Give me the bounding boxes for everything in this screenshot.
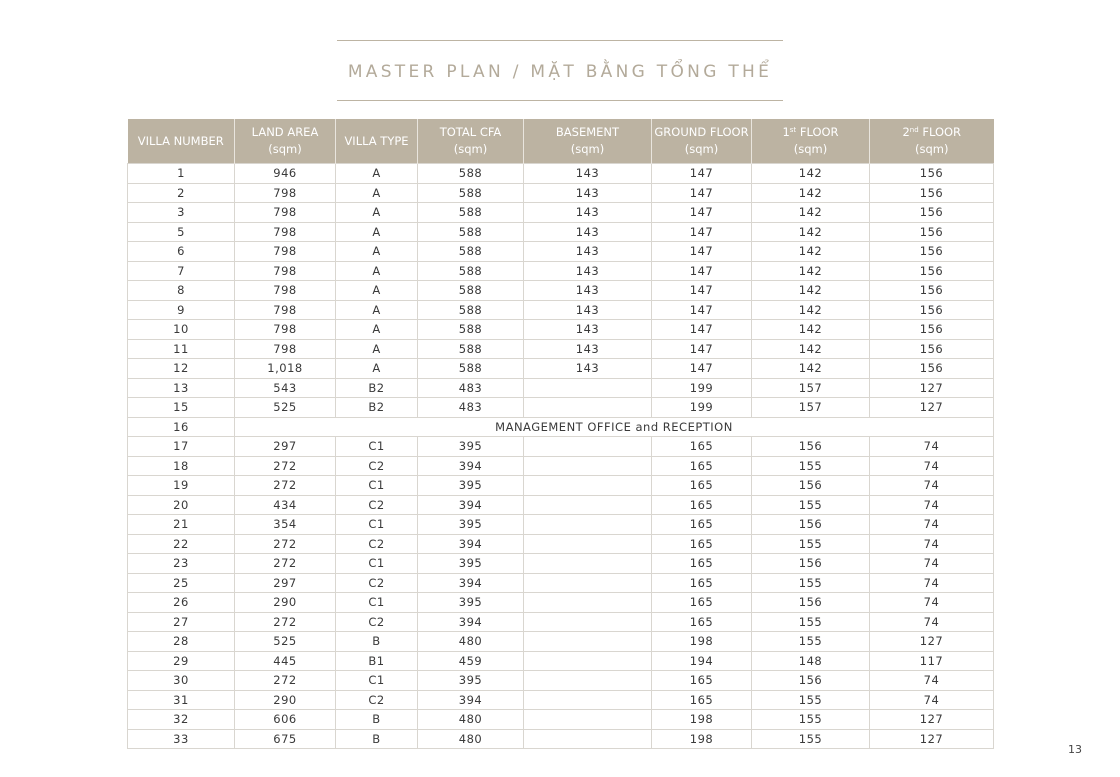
table-cell: 394 xyxy=(418,573,524,593)
table-cell: 394 xyxy=(418,612,524,632)
table-cell: A xyxy=(336,281,418,301)
table-cell: B xyxy=(336,632,418,652)
table-cell: 143 xyxy=(524,222,652,242)
villa-table xyxy=(127,119,994,749)
table-cell: 194 xyxy=(652,651,752,671)
table-cell: 156 xyxy=(870,203,994,223)
table-cell: 157 xyxy=(752,378,870,398)
table-cell: 74 xyxy=(870,437,994,457)
table-cell: 394 xyxy=(418,495,524,515)
table-cell: 165 xyxy=(652,515,752,535)
table-cell: 675 xyxy=(235,729,336,749)
table-cell xyxy=(524,690,652,710)
table-cell: 272 xyxy=(235,456,336,476)
table-cell: 155 xyxy=(752,612,870,632)
table-cell: 16 xyxy=(128,417,235,437)
table-cell: 127 xyxy=(870,632,994,652)
table-cell: 13 xyxy=(128,378,235,398)
table-cell: 588 xyxy=(418,203,524,223)
table-cell: 199 xyxy=(652,378,752,398)
table-cell: 165 xyxy=(652,476,752,496)
table-cell: 143 xyxy=(524,281,652,301)
table-cell: 155 xyxy=(752,456,870,476)
table-cell: 588 xyxy=(418,339,524,359)
table-cell: 74 xyxy=(870,612,994,632)
col-header-land-area: LAND AREA (sqm) xyxy=(235,119,336,164)
table-cell: 155 xyxy=(752,632,870,652)
table-cell: 798 xyxy=(235,261,336,281)
table-cell: 354 xyxy=(235,515,336,535)
table-cell: 155 xyxy=(752,573,870,593)
table-cell: 74 xyxy=(870,690,994,710)
table-cell: 74 xyxy=(870,671,994,691)
table-row xyxy=(128,632,994,652)
table-cell xyxy=(524,632,652,652)
table-cell: 165 xyxy=(652,690,752,710)
table-cell: 33 xyxy=(128,729,235,749)
table-cell: 147 xyxy=(652,203,752,223)
table-cell: A xyxy=(336,320,418,340)
table-row xyxy=(128,378,994,398)
table-cell: 798 xyxy=(235,222,336,242)
table-cell xyxy=(524,456,652,476)
table-cell: B2 xyxy=(336,378,418,398)
table-cell: 21 xyxy=(128,515,235,535)
table-row xyxy=(128,515,994,535)
table-cell: 798 xyxy=(235,203,336,223)
table-cell: 165 xyxy=(652,593,752,613)
table-cell: 147 xyxy=(652,320,752,340)
table-cell: 165 xyxy=(652,456,752,476)
table-cell: 3 xyxy=(128,203,235,223)
table-cell: A xyxy=(336,164,418,184)
table-cell: 147 xyxy=(652,359,752,379)
table-cell: 156 xyxy=(870,242,994,262)
table-cell: B xyxy=(336,710,418,730)
table-cell: 798 xyxy=(235,339,336,359)
table-cell: 588 xyxy=(418,300,524,320)
table-row xyxy=(128,281,994,301)
table-cell: 395 xyxy=(418,515,524,535)
table-cell: 272 xyxy=(235,612,336,632)
table-cell: 127 xyxy=(870,710,994,730)
table-cell: 9 xyxy=(128,300,235,320)
table-row xyxy=(128,222,994,242)
table-cell: 26 xyxy=(128,593,235,613)
table-cell: 156 xyxy=(752,437,870,457)
table-row xyxy=(128,690,994,710)
table-cell: 588 xyxy=(418,222,524,242)
table-cell: 12 xyxy=(128,359,235,379)
table-cell: 199 xyxy=(652,398,752,418)
table-row xyxy=(128,612,994,632)
table-cell: 272 xyxy=(235,476,336,496)
table-cell: 798 xyxy=(235,183,336,203)
table-cell: 156 xyxy=(870,320,994,340)
table-cell: 142 xyxy=(752,164,870,184)
table-cell: 157 xyxy=(752,398,870,418)
table-cell: 525 xyxy=(235,398,336,418)
table-row xyxy=(128,710,994,730)
table-cell: C1 xyxy=(336,437,418,457)
table-cell: 156 xyxy=(870,300,994,320)
table-cell: 142 xyxy=(752,300,870,320)
table-cell: 459 xyxy=(418,651,524,671)
table-cell: 525 xyxy=(235,632,336,652)
table-cell: 588 xyxy=(418,281,524,301)
table-cell: 155 xyxy=(752,690,870,710)
table-cell: 588 xyxy=(418,261,524,281)
table-cell: 147 xyxy=(652,281,752,301)
table-cell: 434 xyxy=(235,495,336,515)
table-cell: 155 xyxy=(752,710,870,730)
table-cell xyxy=(524,612,652,632)
table-cell: 142 xyxy=(752,242,870,262)
table-cell: 74 xyxy=(870,456,994,476)
table-cell: 395 xyxy=(418,476,524,496)
page-title: MASTER PLAN / MẶT BẰNG TỔNG THỂ xyxy=(347,62,773,82)
table-cell: 10 xyxy=(128,320,235,340)
table-row xyxy=(128,593,994,613)
table-cell: 588 xyxy=(418,242,524,262)
table-cell: 445 xyxy=(235,651,336,671)
table-row xyxy=(128,671,994,691)
table-cell: B1 xyxy=(336,651,418,671)
table-cell xyxy=(524,398,652,418)
col-header-first-floor: 1st FLOOR (sqm) xyxy=(752,119,870,164)
table-cell: 165 xyxy=(652,671,752,691)
table-row xyxy=(128,320,994,340)
table-cell: 74 xyxy=(870,573,994,593)
table-cell: 11 xyxy=(128,339,235,359)
table-cell xyxy=(524,554,652,574)
table-cell: 29 xyxy=(128,651,235,671)
table-cell: 147 xyxy=(652,183,752,203)
table-cell: 198 xyxy=(652,710,752,730)
table-cell xyxy=(524,378,652,398)
table-cell: 155 xyxy=(752,729,870,749)
table-row xyxy=(128,651,994,671)
table-row xyxy=(128,573,994,593)
table-cell: 272 xyxy=(235,534,336,554)
table-cell: B2 xyxy=(336,398,418,418)
table-cell: 27 xyxy=(128,612,235,632)
table-cell: 1,018 xyxy=(235,359,336,379)
table-cell: 6 xyxy=(128,242,235,262)
table-cell: 17 xyxy=(128,437,235,457)
table-row xyxy=(128,476,994,496)
table-cell: 31 xyxy=(128,690,235,710)
table-cell: A xyxy=(336,359,418,379)
table-cell: 156 xyxy=(870,281,994,301)
table-cell: 156 xyxy=(870,183,994,203)
table-row xyxy=(128,729,994,749)
table-cell: 30 xyxy=(128,671,235,691)
table-cell: 588 xyxy=(418,164,524,184)
table-cell: 143 xyxy=(524,339,652,359)
title-block xyxy=(337,40,783,102)
table-cell: 8 xyxy=(128,281,235,301)
table-row xyxy=(128,534,994,554)
table-cell xyxy=(524,729,652,749)
table-cell: 272 xyxy=(235,554,336,574)
table-cell: 143 xyxy=(524,261,652,281)
table-cell: B xyxy=(336,729,418,749)
table-cell: 117 xyxy=(870,651,994,671)
table-cell: C1 xyxy=(336,593,418,613)
table-cell: 148 xyxy=(752,651,870,671)
col-header-villa-type: VILLA TYPE xyxy=(336,119,418,164)
table-row xyxy=(128,398,994,418)
table-cell: A xyxy=(336,222,418,242)
table-cell: 156 xyxy=(752,593,870,613)
table-cell: 25 xyxy=(128,573,235,593)
table-cell: 290 xyxy=(235,690,336,710)
table-cell: 147 xyxy=(652,222,752,242)
table-cell: C2 xyxy=(336,456,418,476)
table-row xyxy=(128,359,994,379)
table-row xyxy=(128,300,994,320)
table-cell: 165 xyxy=(652,534,752,554)
table-cell: 395 xyxy=(418,671,524,691)
table-cell: 22 xyxy=(128,534,235,554)
table-cell: C2 xyxy=(336,690,418,710)
table-cell: C1 xyxy=(336,671,418,691)
table-cell: 165 xyxy=(652,437,752,457)
table-cell: 297 xyxy=(235,437,336,457)
table-cell: 480 xyxy=(418,710,524,730)
table-cell xyxy=(524,710,652,730)
table-cell: 588 xyxy=(418,359,524,379)
table-cell xyxy=(524,495,652,515)
table-cell: 798 xyxy=(235,242,336,262)
table-cell: 198 xyxy=(652,632,752,652)
table-cell: 165 xyxy=(652,573,752,593)
table-cell: 18 xyxy=(128,456,235,476)
table-cell: 156 xyxy=(870,359,994,379)
table-cell: 19 xyxy=(128,476,235,496)
table-cell: 155 xyxy=(752,495,870,515)
table-row xyxy=(128,554,994,574)
table-cell: 290 xyxy=(235,593,336,613)
table-cell: 20 xyxy=(128,495,235,515)
table-cell: 74 xyxy=(870,593,994,613)
table-cell: 394 xyxy=(418,690,524,710)
table-cell: 142 xyxy=(752,222,870,242)
table-cell: C2 xyxy=(336,495,418,515)
table-cell: 946 xyxy=(235,164,336,184)
table-cell: 32 xyxy=(128,710,235,730)
table-cell: 156 xyxy=(870,164,994,184)
table-cell: 395 xyxy=(418,437,524,457)
table-cell xyxy=(524,437,652,457)
table-cell: 156 xyxy=(870,222,994,242)
table-cell: 588 xyxy=(418,183,524,203)
table-cell: 147 xyxy=(652,261,752,281)
table-cell: 395 xyxy=(418,554,524,574)
table-cell: A xyxy=(336,183,418,203)
table-row xyxy=(128,183,994,203)
table-cell xyxy=(524,476,652,496)
table-cell: 147 xyxy=(652,339,752,359)
table-cell: 165 xyxy=(652,554,752,574)
table-cell: 5 xyxy=(128,222,235,242)
table-cell: 483 xyxy=(418,378,524,398)
table-cell: 147 xyxy=(652,242,752,262)
table-cell: C1 xyxy=(336,554,418,574)
table-cell: 798 xyxy=(235,281,336,301)
table-cell: 480 xyxy=(418,729,524,749)
table-header-row xyxy=(128,119,994,164)
col-header-total-cfa: TOTAL CFA (sqm) xyxy=(418,119,524,164)
table-cell: 74 xyxy=(870,495,994,515)
page-number: 13 xyxy=(1068,743,1082,756)
table-cell: 165 xyxy=(652,495,752,515)
table-cell: A xyxy=(336,300,418,320)
table-cell: 143 xyxy=(524,320,652,340)
col-header-villa-number: VILLA NUMBER xyxy=(128,119,235,164)
table-cell: 165 xyxy=(652,612,752,632)
table-row xyxy=(128,339,994,359)
table-cell: 394 xyxy=(418,456,524,476)
table-cell: 74 xyxy=(870,554,994,574)
table-cell: 297 xyxy=(235,573,336,593)
table-cell: C2 xyxy=(336,573,418,593)
table-cell: 143 xyxy=(524,183,652,203)
table-row xyxy=(128,164,994,184)
table-cell: 156 xyxy=(870,339,994,359)
col-header-second-floor: 2nd FLOOR (sqm) xyxy=(870,119,994,164)
table-cell: 480 xyxy=(418,632,524,652)
col-header-basement: BASEMENT (sqm) xyxy=(524,119,652,164)
table-cell: 483 xyxy=(418,398,524,418)
table-cell: 198 xyxy=(652,729,752,749)
table-cell: A xyxy=(336,339,418,359)
table-cell-merged: MANAGEMENT OFFICE and RECEPTION xyxy=(235,417,994,437)
table-cell: 142 xyxy=(752,359,870,379)
table-cell xyxy=(524,651,652,671)
table-cell: 142 xyxy=(752,203,870,223)
table-cell: 127 xyxy=(870,398,994,418)
table-cell: 74 xyxy=(870,534,994,554)
table-row xyxy=(128,417,994,437)
table-row xyxy=(128,456,994,476)
table-cell xyxy=(524,593,652,613)
table-cell: A xyxy=(336,261,418,281)
table-cell: 395 xyxy=(418,593,524,613)
table-cell: 606 xyxy=(235,710,336,730)
table-cell: C2 xyxy=(336,612,418,632)
title-bottom-rule xyxy=(337,100,783,101)
table-cell: 156 xyxy=(752,671,870,691)
table-cell: 143 xyxy=(524,242,652,262)
table-cell xyxy=(524,573,652,593)
table-cell: 142 xyxy=(752,183,870,203)
table-cell: 156 xyxy=(752,476,870,496)
table-cell: 15 xyxy=(128,398,235,418)
table-cell: 798 xyxy=(235,320,336,340)
table-cell: A xyxy=(336,203,418,223)
table-cell: 143 xyxy=(524,359,652,379)
table-cell: 394 xyxy=(418,534,524,554)
table-cell: 143 xyxy=(524,203,652,223)
table-cell: 127 xyxy=(870,729,994,749)
table-cell: 2 xyxy=(128,183,235,203)
table-body xyxy=(128,164,994,749)
table-cell: 143 xyxy=(524,164,652,184)
table-cell: 23 xyxy=(128,554,235,574)
table-row xyxy=(128,495,994,515)
table-cell: C1 xyxy=(336,515,418,535)
table-row xyxy=(128,242,994,262)
table-cell: 142 xyxy=(752,320,870,340)
table-cell: 272 xyxy=(235,671,336,691)
table-cell: 1 xyxy=(128,164,235,184)
table-cell: 74 xyxy=(870,476,994,496)
table-cell: 74 xyxy=(870,515,994,535)
table-cell: 143 xyxy=(524,300,652,320)
table-cell: 156 xyxy=(870,261,994,281)
table-cell: 155 xyxy=(752,534,870,554)
table-cell: 142 xyxy=(752,281,870,301)
table-cell: C2 xyxy=(336,534,418,554)
table-cell: 7 xyxy=(128,261,235,281)
table-cell: 127 xyxy=(870,378,994,398)
table-cell: C1 xyxy=(336,476,418,496)
table-cell xyxy=(524,534,652,554)
col-header-ground-floor: GROUND FLOOR (sqm) xyxy=(652,119,752,164)
table-cell xyxy=(524,515,652,535)
table-cell: 543 xyxy=(235,378,336,398)
table-cell: 147 xyxy=(652,300,752,320)
table-row xyxy=(128,203,994,223)
table-row xyxy=(128,437,994,457)
table-cell: 588 xyxy=(418,320,524,340)
title-top-rule xyxy=(337,40,783,41)
table-cell: 28 xyxy=(128,632,235,652)
table-cell: 142 xyxy=(752,261,870,281)
table-cell xyxy=(524,671,652,691)
table-cell: 147 xyxy=(652,164,752,184)
table-cell: 156 xyxy=(752,554,870,574)
table-cell: 142 xyxy=(752,339,870,359)
table-row xyxy=(128,261,994,281)
table-cell: 798 xyxy=(235,300,336,320)
table-cell: 156 xyxy=(752,515,870,535)
table-cell: A xyxy=(336,242,418,262)
